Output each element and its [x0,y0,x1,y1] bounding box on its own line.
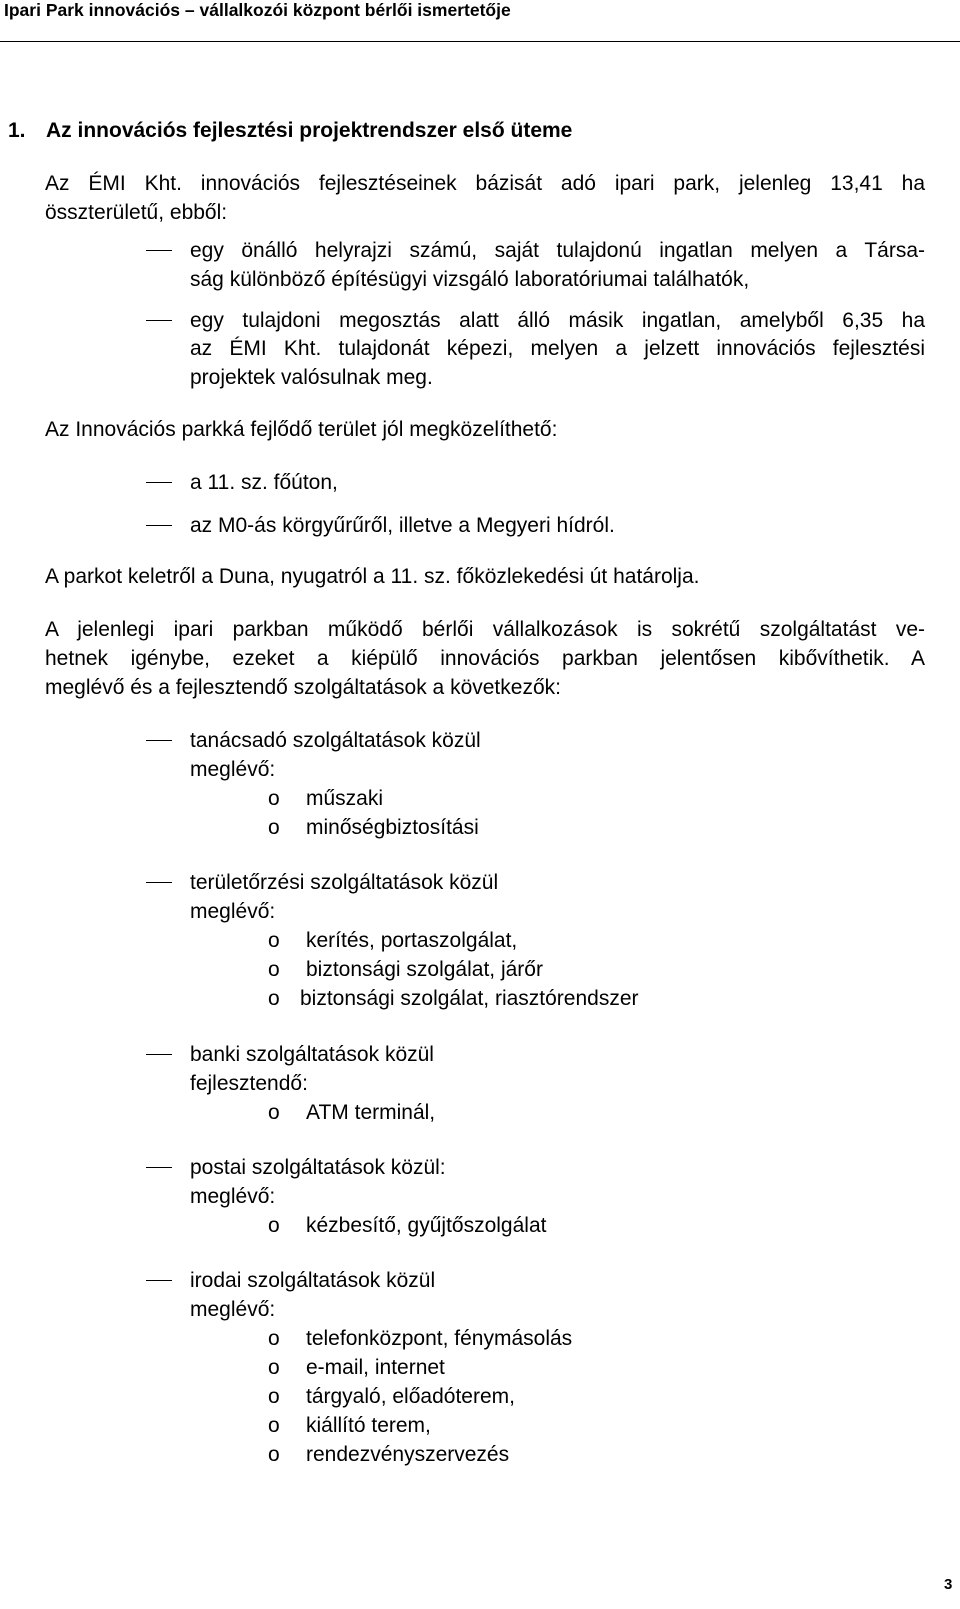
services-intro-line: meglévő és a fejlesztendő szolgáltatások a következők: [45,676,561,699]
service-item: tárgyaló, előadóterem, [306,1385,515,1408]
service-title: postai szolgáltatások közül: [190,1156,446,1179]
access-item: az M0-ás körgyűrűről, illetve a Megyeri hídról. [190,514,615,537]
dash-bullet [146,1167,172,1168]
service-status: meglévő: [190,1298,276,1321]
services-intro-line: hetnek igénybe, ezeket a kiépülő innovációs parkban jelentősen kibővíthetik. A [45,647,925,670]
service-status: meglévő: [190,1185,276,1208]
services-intro-line: A jelenlegi ipari parkban működő bérlői vállalkozások is sokrétű szolgáltatást ve- [45,618,925,641]
section-number: 1. [8,119,26,142]
circle-bullet: o [268,987,280,1010]
running-header [0,0,960,42]
service-title: területőrzési szolgáltatások közül [190,871,499,894]
service-status: fejlesztendő: [190,1072,308,1095]
circle-bullet: o [268,929,280,952]
border-text: A parkot keletről a Duna, nyugatról a 11. sz. főközlekedési út határolja. [45,565,700,588]
service-item: biztonsági szolgálat, járőr [306,958,543,981]
service-item: műszaki [306,787,384,810]
dash-bullet [146,250,172,251]
circle-bullet: o [268,816,280,839]
header-title: Ipari Park innovációs – vállalkozói központ bérlői ismertetője [4,0,511,20]
list-item-line: projektek valósulnak meg. [190,366,433,389]
list-item-line: egy tulajdoni megosztás alatt álló másik ingatlan, amelyből 6,35 ha [190,309,925,332]
circle-bullet: o [268,1101,280,1124]
intro-line: összterületű, ebből: [45,201,228,224]
page-number: 3 [944,1576,953,1593]
access-intro: Az Innovációs parkká fejlődő terület jól megközelíthető: [45,418,558,441]
section-title: Az innovációs fejlesztési projektrendszer első üteme [46,119,573,142]
dash-bullet [146,1280,172,1281]
service-item: minőségbiztosítási [306,816,479,839]
circle-bullet: o [268,1414,280,1437]
list-item-line: egy önálló helyrajzi számú, saját tulajdonú ingatlan melyen a Társa- [190,239,925,262]
circle-bullet: o [268,1356,280,1379]
service-item: kerítés, portaszolgálat, [306,929,518,952]
circle-bullet: o [268,787,280,810]
dash-bullet [146,482,172,483]
intro-line: Az ÉMI Kht. innovációs fejlesztéseinek bázisát adó ipari park, jelenleg 13,41 ha [45,172,925,195]
service-item: e-mail, internet [306,1356,445,1379]
service-title: tanácsadó szolgáltatások közül [190,729,481,752]
service-title: banki szolgáltatások közül [190,1043,434,1066]
dash-bullet [146,525,172,526]
circle-bullet: o [268,958,280,981]
service-item: ATM terminál, [306,1101,436,1124]
service-item: telefonközpont, fénymásolás [306,1327,573,1350]
service-title: irodai szolgáltatások közül [190,1269,436,1292]
list-item-line: ság különböző építésügyi vizsgáló laboratóriumai találhatók, [190,268,750,291]
service-status: meglévő: [190,758,276,781]
circle-bullet: o [268,1214,280,1237]
service-item: rendezvényszervezés [306,1443,510,1466]
service-item: biztonsági szolgálat, riasztórendszer [300,987,639,1010]
service-status: meglévő: [190,900,276,923]
dash-bullet [146,740,172,741]
dash-bullet [146,1054,172,1055]
access-item: a 11. sz. főúton, [190,471,338,494]
dash-bullet [146,882,172,883]
dash-bullet [146,320,172,321]
service-item: kiállító terem, [306,1414,431,1437]
circle-bullet: o [268,1385,280,1408]
list-item-line: az ÉMI Kht. tulajdonát képezi, melyen a jelzett innovációs fejlesztési [190,337,925,360]
service-item: kézbesítő, gyűjtőszolgálat [306,1214,547,1237]
circle-bullet: o [268,1327,280,1350]
circle-bullet: o [268,1443,280,1466]
section-heading [8,116,572,145]
